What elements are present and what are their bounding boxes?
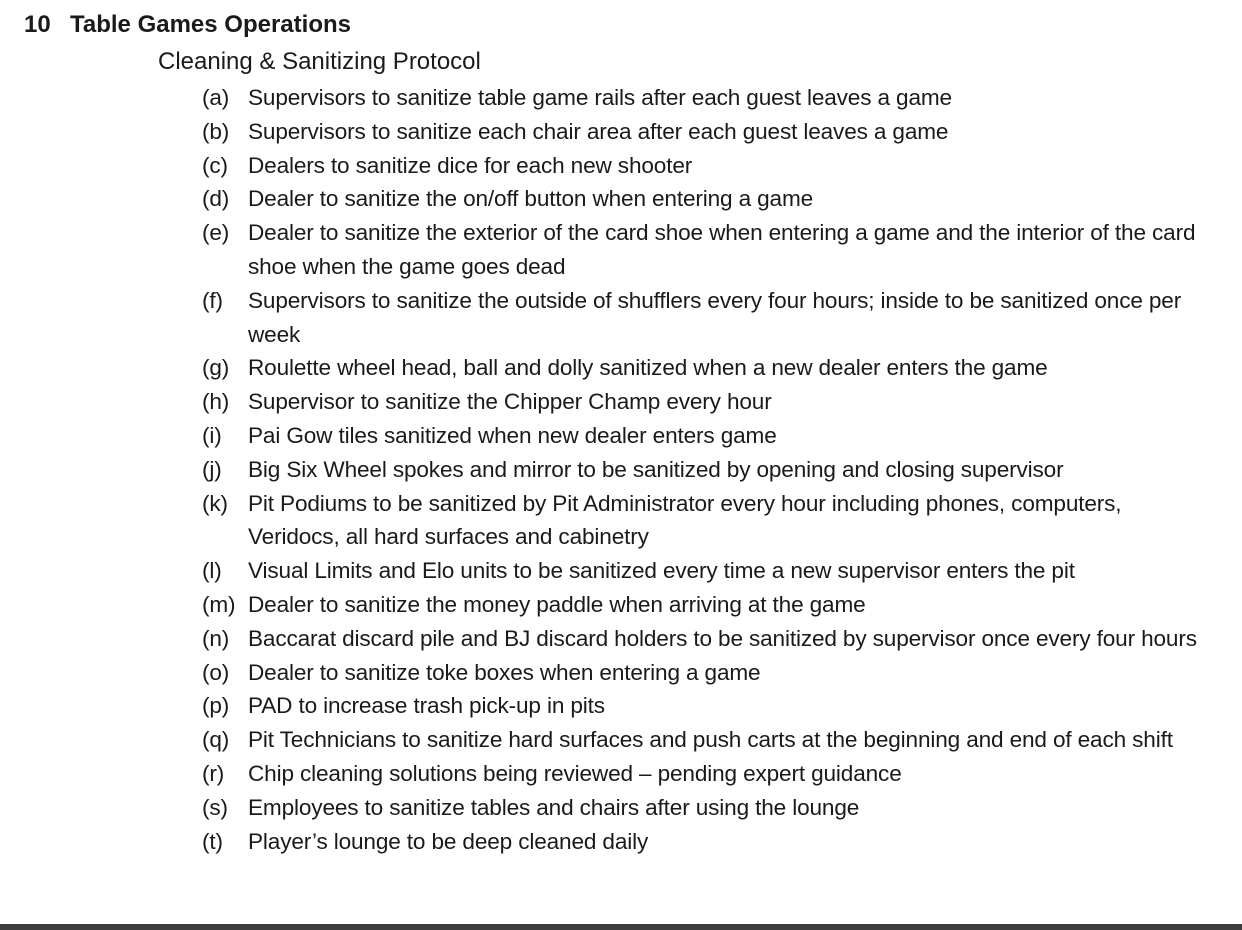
item-text: Supervisor to sanitize the Chipper Champ every hour xyxy=(248,389,772,415)
item-text: Pai Gow tiles sanitized when new dealer enters game xyxy=(248,422,777,448)
protocol-item xyxy=(202,81,1212,115)
protocol-item xyxy=(202,791,1212,825)
section-number: 10 xyxy=(24,11,51,38)
item-marker: (k) xyxy=(202,490,228,516)
item-text: Dealer to sanitize the exterior of the card shoe when entering a game and the interior of the card shoe when the game goes dead xyxy=(248,220,1196,279)
item-marker: (q) xyxy=(202,727,230,753)
item-text: Supervisors to sanitize table game rails after each guest leaves a game xyxy=(248,85,952,110)
protocol-item xyxy=(202,656,1212,690)
item-text: Baccarat discard pile and BJ discard holders to be sanitized by supervisor once every four hours xyxy=(248,625,1197,651)
item-marker: (n) xyxy=(202,625,230,651)
item-marker: (e) xyxy=(202,220,230,246)
protocol-item xyxy=(202,757,1212,791)
protocol-item xyxy=(202,385,1212,419)
protocol-item xyxy=(202,825,1212,859)
item-marker: (h) xyxy=(202,389,230,415)
protocol-item xyxy=(202,419,1212,453)
item-marker: (m) xyxy=(202,591,236,617)
section-heading xyxy=(24,9,351,41)
protocol-item xyxy=(202,216,1212,284)
protocol-item xyxy=(202,351,1212,385)
item-marker: (d) xyxy=(202,186,230,212)
item-marker: (j) xyxy=(202,456,222,482)
item-text: Roulette wheel head, ball and dolly sanitized when a new dealer enters the game xyxy=(248,355,1048,381)
section-title: Table Games Operations xyxy=(70,11,351,38)
protocol-item xyxy=(202,284,1212,352)
item-text: Dealer to sanitize the money paddle when arriving at the game xyxy=(248,591,866,617)
protocol-item-list xyxy=(202,81,1212,858)
item-marker: (g) xyxy=(202,355,230,381)
item-text: Supervisors to sanitize the outside of shufflers every four hours; inside to be sanitized once per week xyxy=(248,287,1182,347)
protocol-item xyxy=(202,487,1212,555)
protocol-item xyxy=(202,588,1212,622)
item-text: Dealer to sanitize the on/off button when entering a game xyxy=(248,186,814,212)
item-text: Supervisors to sanitize each chair area after each guest leaves a game xyxy=(248,118,949,144)
item-text: Pit Technicians to sanitize hard surfaces and push carts at the beginning and end of each shift xyxy=(248,727,1173,753)
item-marker: (l) xyxy=(202,558,222,584)
item-marker: (t) xyxy=(202,828,223,854)
item-text: Big Six Wheel spokes and mirror to be sanitized by opening and closing supervisor xyxy=(248,456,1064,482)
item-text: Employees to sanitize tables and chairs after using the lounge xyxy=(248,794,860,820)
protocol-item xyxy=(202,689,1212,723)
item-text: Visual Limits and Elo units to be sanitized every time a new supervisor enters the pit xyxy=(248,558,1075,584)
protocol-item xyxy=(202,149,1212,183)
item-text: Chip cleaning solutions being reviewed – pending expert guidance xyxy=(248,760,902,786)
protocol-item xyxy=(202,554,1212,588)
item-marker: (c) xyxy=(202,152,228,178)
item-text: Dealer to sanitize toke boxes when entering a game xyxy=(248,659,761,685)
item-text: Player’s lounge to be deep cleaned daily xyxy=(248,828,649,854)
item-text: Pit Podiums to be sanitized by Pit Administrator every hour including phones, computers, Veridocs, all hard surfaces and cabinetry xyxy=(248,490,1122,550)
item-marker: (s) xyxy=(202,794,228,820)
item-text: PAD to increase trash pick-up in pits xyxy=(248,693,605,719)
item-marker: (r) xyxy=(202,760,225,786)
bottom-edge-bar xyxy=(0,924,1242,930)
item-marker: (i) xyxy=(202,422,222,448)
item-marker: (o) xyxy=(202,659,230,685)
item-marker: (f) xyxy=(202,287,223,313)
protocol-item xyxy=(202,622,1212,656)
item-text: Dealers to sanitize dice for each new shooter xyxy=(248,152,693,178)
item-marker: (a) xyxy=(202,85,230,110)
item-marker: (p) xyxy=(202,693,230,719)
protocol-item xyxy=(202,723,1212,757)
protocol-item xyxy=(202,453,1212,487)
protocol-item xyxy=(202,115,1212,149)
item-marker: (b) xyxy=(202,118,230,144)
protocol-subheading: Cleaning & Sanitizing Protocol xyxy=(158,48,481,75)
protocol-item xyxy=(202,182,1212,216)
